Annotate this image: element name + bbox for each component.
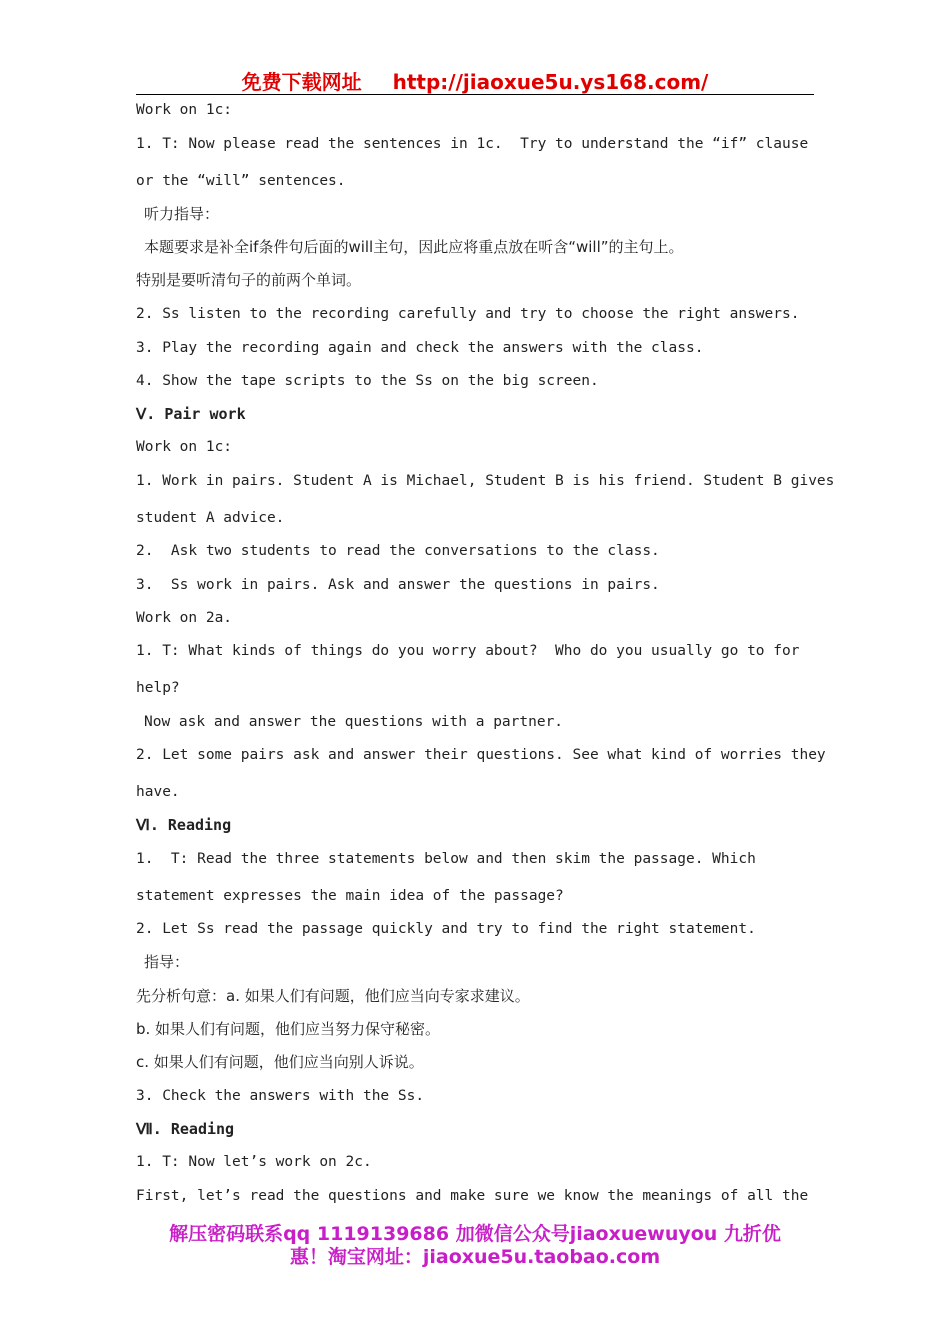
section-heading: Ⅶ. Reading [136,1120,235,1138]
text-line: 1. T: Now please read the sentences in 1c. Try to understand the “if” clause [136,136,809,152]
text-line: 4. Show the tape scripts to the Ss on the big screen. [136,373,599,389]
text-line: 1. T: Now let’s work on 2c. [136,1154,372,1170]
section-note-heading: 指导： [144,953,190,971]
text-line: have. [136,784,180,800]
text-line: 3. Ss work in pairs. Ask and answer the questions in pairs. [136,577,660,593]
text-line: Work on 1c: [136,102,233,118]
text-line: 1. T: Read the three statements below and then skim the passage. Which [136,851,756,867]
text-line: b. 如果人们有问题，他们应当努力保守秘密。 [136,1020,441,1038]
text-line: 1. T: What kinds of things do you worry about? Who do you usually go to for [136,643,800,659]
text-line: 3. Check the answers with the Ss. [136,1088,425,1104]
text-line: help? [136,680,180,696]
text-line: 2. Let some pairs ask and answer their questions. See what kind of worries they [136,747,826,763]
text-line: c. 如果人们有问题，他们应当向别人诉说。 [136,1053,424,1071]
text-line: 2. Ss listen to the recording carefully and try to choose the right answers. [136,306,800,322]
section-note-heading: 听力指导： [144,205,220,223]
text-line: First, let’s read the questions and make sure we know the meanings of all the [136,1188,809,1204]
text-line: Now ask and answer the questions with a partner. [144,714,564,730]
text-line: or the “will” sentences. [136,173,346,189]
section-heading: Ⅴ. Pair work [136,405,246,423]
text-line: 先分析句意：a. 如果人们有问题，他们应当向专家求建议。 [136,987,530,1005]
header-url-link[interactable]: http://jiaoxue5u.ys168.com/ [392,70,709,94]
section-heading: Ⅵ. Reading [136,816,232,834]
footer-line-1: 解压密码联系qq 1119139686 加微信公众号jiaoxuewuyou 九折优 [169,1223,781,1245]
text-line: statement expresses the main idea of the passage? [136,888,564,904]
text-line: 1. Work in pairs. Student A is Michael, Student B is his friend. Student B gives [136,473,835,489]
text-line: 2. Ask two students to read the conversations to the class. [136,543,660,559]
text-line: 本题要求是补全if条件句后面的will主句，因此应将重点放在听含“will”的主句上。 [144,238,684,256]
text-line: Work on 2a. [136,610,233,626]
page-header [136,66,814,95]
text-line: 3. Play the recording again and check the answers with the class. [136,340,704,356]
header-divider [136,94,814,95]
footer-line-2: 惠！淘宝网址：jiaoxue5u.taobao.com [289,1246,661,1268]
header-title: 免费下载网址 [241,70,362,94]
text-line: Work on 1c: [136,439,233,455]
text-line: student A advice. [136,510,285,526]
text-line: 2. Let Ss read the passage quickly and try to find the right statement. [136,921,756,937]
text-line: 特别是要听清句子的前两个单词。 [136,271,362,289]
